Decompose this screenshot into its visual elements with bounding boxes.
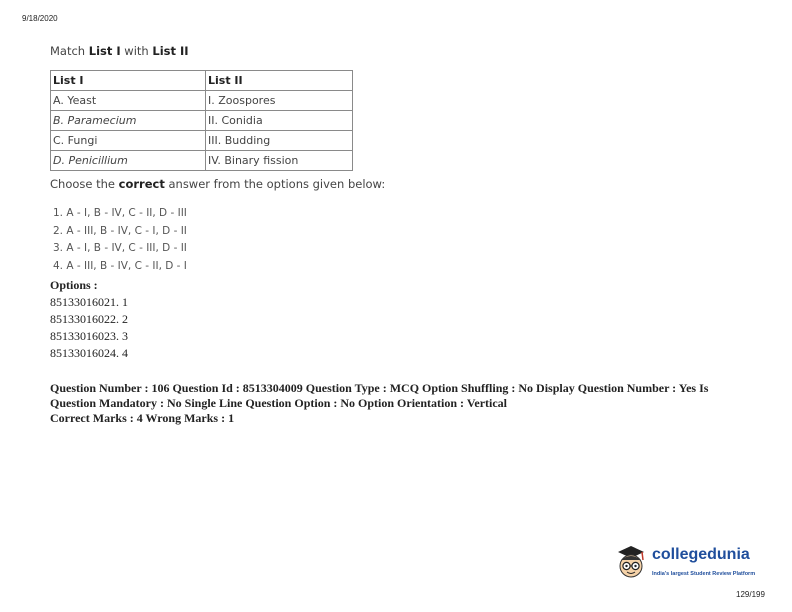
- list-two-cell: IV. Binary fission: [206, 151, 353, 171]
- answer-option: 4. A - III, B - IV, C - II, D - I: [53, 259, 187, 272]
- table-header-row: [51, 71, 353, 91]
- header-list-two: List II: [206, 71, 353, 91]
- marks-line: Correct Marks : 4 Wrong Marks : 1: [50, 411, 235, 425]
- table-row: [51, 151, 353, 171]
- logo-tagline: India's largest Student Review Platform: [652, 571, 756, 577]
- answer-options-list: [53, 205, 187, 275]
- choose-prefix: Choose the: [50, 177, 119, 191]
- mascot-icon: [612, 544, 650, 584]
- answer-option: 1. A - I, B - IV, C - II, D - III: [53, 207, 187, 219]
- page-number: 129/199: [736, 590, 765, 599]
- logo-wordmark: collegedunia: [652, 546, 750, 563]
- options-heading: Options :: [50, 278, 98, 292]
- list-one-cell: D. Penicillium: [51, 151, 206, 171]
- list-one-cell: C. Fungi: [51, 131, 206, 151]
- prompt-list-one: List I: [88, 44, 121, 58]
- match-table: [50, 70, 353, 171]
- list-one-cell: A. Yeast: [51, 91, 206, 111]
- prompt-list-two: List II: [152, 44, 189, 58]
- answer-option: 2. A - III, B - IV, C - I, D - II: [53, 224, 187, 237]
- table-row: [51, 111, 353, 131]
- choose-instruction: [50, 177, 385, 191]
- choose-suffix: answer from the options given below:: [164, 177, 386, 191]
- choose-bold: correct: [118, 177, 165, 191]
- header-list-one: List I: [51, 71, 206, 91]
- option-code: 85133016024. 4: [50, 346, 128, 360]
- metadata-line: Question Number : 106 Question Id : 8513304009 Question Type : MCQ Option Shuffling : No Display Question Number : Yes Is Question Mandatory : No Single Line Question Option : No Option Orientation : Vertical: [50, 381, 709, 410]
- list-one-cell: B. Paramecium: [51, 111, 206, 131]
- table-row: [51, 131, 353, 151]
- options-block: [50, 278, 128, 362]
- prompt-mid: with: [120, 44, 153, 58]
- prompt-prefix: Match: [50, 44, 89, 58]
- option-code: 85133016022. 2: [50, 312, 128, 326]
- question-prompt: [50, 44, 189, 58]
- list-two-cell: III. Budding: [206, 131, 353, 151]
- table-row: [51, 91, 353, 111]
- option-code: 85133016021. 1: [50, 295, 128, 309]
- print-date: 9/18/2020: [22, 14, 58, 23]
- answer-option: 3. A - I, B - IV, C - III, D - II: [53, 242, 187, 254]
- list-two-cell: II. Conidia: [206, 111, 353, 131]
- option-code: 85133016023. 3: [50, 329, 128, 343]
- collegedunia-logo: [612, 544, 762, 584]
- question-metadata: [50, 381, 740, 426]
- list-two-cell: I. Zoospores: [206, 91, 353, 111]
